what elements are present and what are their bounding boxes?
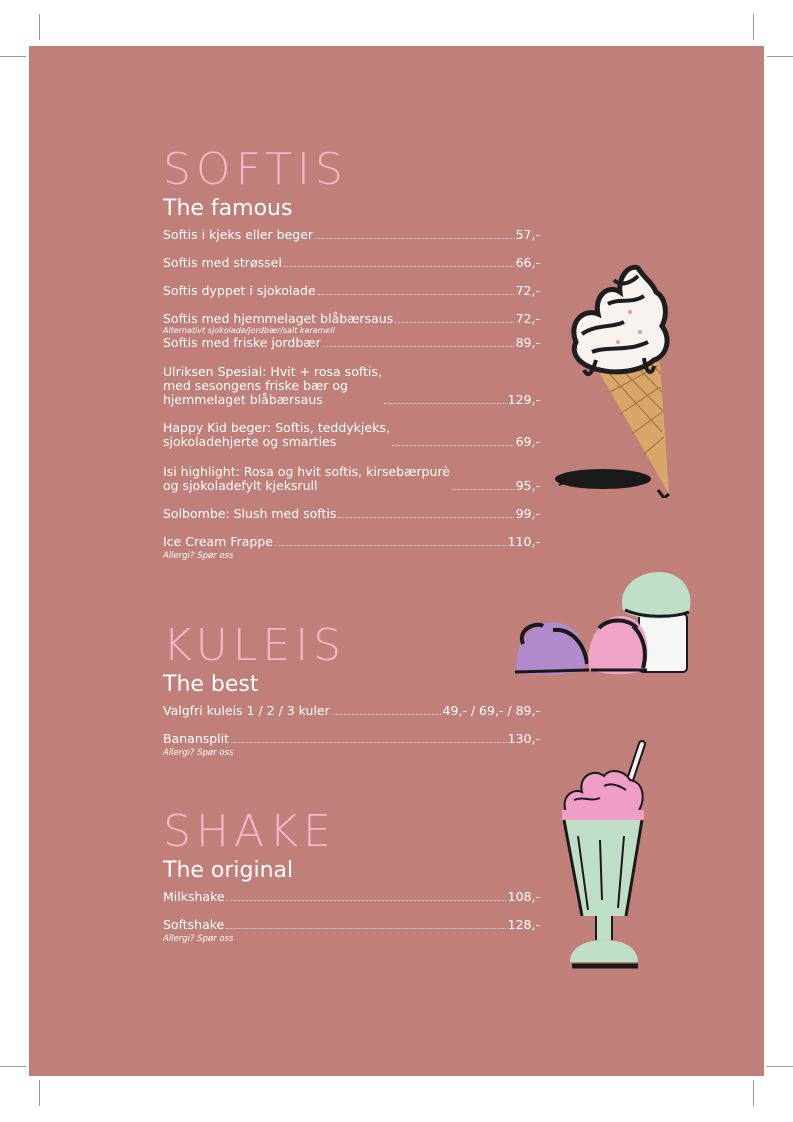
crop-mark [753,14,754,40]
item-name: Softis dyppet i sjokolade [163,283,316,298]
item-price: 49,- / 69,- / 89,- [442,703,540,718]
allergy-note: Allergi? Spør oss [163,551,234,561]
item-price: 130,- [507,731,540,746]
menu-item [163,284,540,298]
menu-item [163,256,540,270]
allergy-note: Allergi? Spør oss [163,748,234,758]
item-price: 57,- [515,227,540,242]
leader-dots [231,742,506,743]
shake-section [163,806,543,944]
item-note: Alternativt sjokolade/jordbær/salt karamell [163,326,335,335]
item-price: 99,- [515,506,540,521]
menu-item [163,421,540,449]
menu-item [163,507,540,521]
leader-dots [452,489,514,490]
item-name: Isi highlight: Rosa og hvit softis, kirsebærpurè og sjokoladefylt kjeksrull [163,464,450,493]
crop-mark [39,1080,40,1106]
leader-dots [338,517,513,518]
item-price: 72,- [515,311,540,326]
leader-dots [392,445,514,446]
item-price: 110,- [507,534,540,549]
item-price: 95,- [515,478,540,493]
leader-dots [275,545,506,546]
menu-item [163,535,540,549]
menu-item [163,365,540,407]
item-price: 89,- [515,335,540,350]
softis-section [163,144,543,561]
allergy-note: Allergi? Spør oss [163,934,234,944]
crop-mark [0,56,26,57]
menu-item [163,918,540,932]
item-name: Banansplit [163,731,230,746]
item-name: Ice Cream Frappe [163,534,273,549]
item-price: 128,- [507,917,540,932]
kuleis-section [163,620,543,758]
ice-cream-scoops-icon [513,568,695,680]
soft-serve-cone-icon [548,262,678,498]
item-price: 72,- [515,283,540,298]
section-title: SHAKE [163,806,336,857]
leader-dots [284,266,514,267]
milkshake-glass-icon [560,740,660,976]
menu-item [163,890,540,904]
item-price: 66,- [515,255,540,270]
item-price: 108,- [507,889,540,904]
leader-dots [384,403,506,404]
section-subtitle: The best [163,672,259,697]
section-title: SOFTIS [163,144,348,195]
leader-dots [395,322,513,323]
leader-dots [226,928,505,929]
leader-dots [323,346,514,347]
item-name: Softis med strøssel [163,255,282,270]
crop-mark [767,56,793,57]
menu-item [163,732,540,746]
crop-mark [39,14,40,40]
item-price: 69,- [515,434,540,449]
item-name: Softis med hjemmelaget blåbærsaus [163,311,394,326]
menu-item [163,336,540,350]
item-name: Solbombe: Slush med softis [163,506,337,521]
crop-mark [767,1066,793,1067]
item-name: Softis i kjeks eller beger [163,227,314,242]
leader-dots [332,714,441,715]
section-title: KULEIS [163,620,347,671]
menu-item [163,228,540,242]
item-name: Softshake [163,917,225,932]
menu-item [163,465,540,493]
item-name: Softis med friske jordbær [163,335,321,350]
item-name: Milkshake [163,889,225,904]
leader-dots [227,900,506,901]
section-subtitle: The original [163,858,294,883]
menu-item [163,704,540,718]
item-name: Ulriksen Spesial: Hvit + rosa softis, med sesongens friske bær og hjemmelaget blåbærsaus [163,364,382,407]
leader-dots [318,294,514,295]
item-name: Valgfri kuleis 1 / 2 / 3 kuler [163,703,330,718]
menu-item [163,312,540,335]
item-price: 129,- [507,392,540,407]
crop-mark [0,1066,26,1067]
section-subtitle: The famous [163,196,293,221]
crop-mark [753,1080,754,1106]
leader-dots [315,238,514,239]
item-name: Happy Kid beger: Softis, teddykjeks, sjokoladehjerte og smarties [163,420,390,449]
